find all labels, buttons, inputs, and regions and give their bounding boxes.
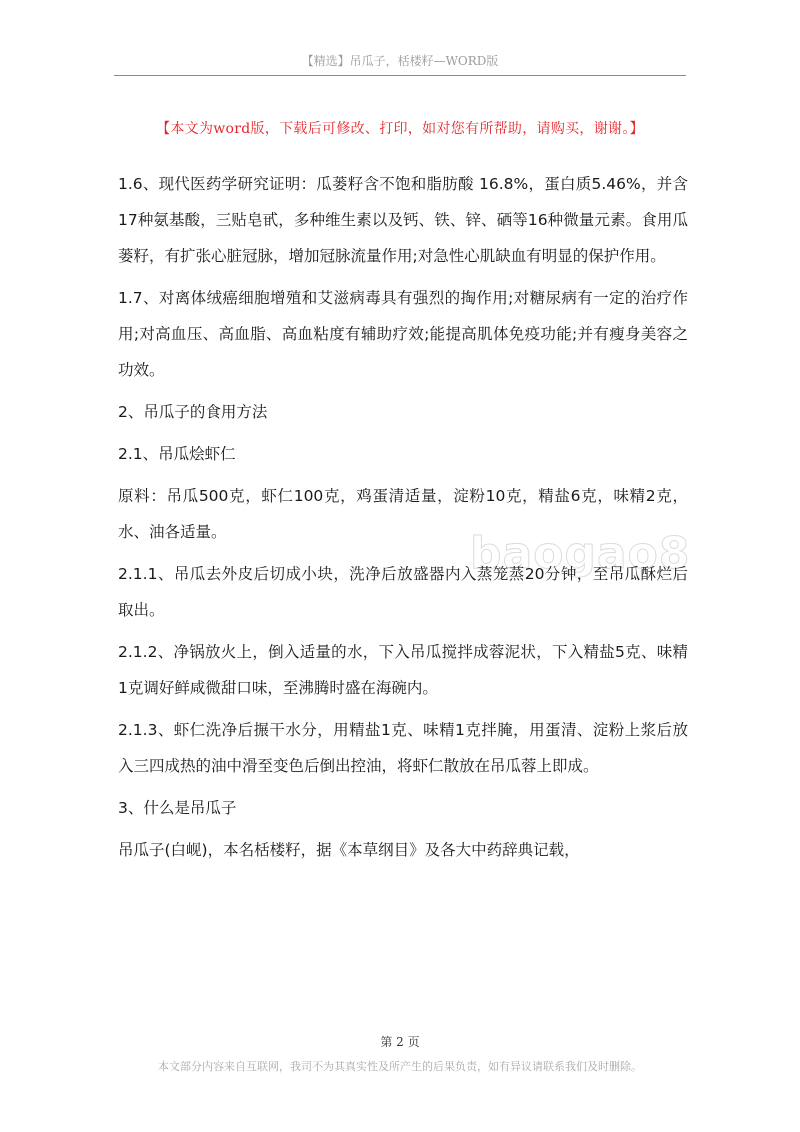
step-2-1-1: 2.1.1、吊瓜去外皮后切成小块，洗净后放盛器内入蒸笼蒸20分钟，至吊瓜酥烂后取出。 xyxy=(118,565,688,619)
step-2-1-3: 2.1.3、虾仁洗净后搌干水分，用精盐1克、味精1克拌腌，用蛋清、淀粉上浆后放入三四成热的油中滑至变色后倒出控油，将虾仁散放在吊瓜蓉上即成。 xyxy=(118,721,688,775)
watermark: baogao8 xyxy=(470,528,691,579)
download-notice: 【本文为word版，下载后可修改、打印，如对您有所帮助，请购买，谢谢。】 xyxy=(156,121,644,137)
ingredients-paragraph: 原料：吊瓜500克，虾仁100克，鸡蛋清适量，淀粉10克，精盐6克，味精2克，水、油各适量。 xyxy=(118,487,688,541)
paragraph-1-7: 1.7、对离体绒癌细胞增殖和艾滋病毒具有强烈的掏作用;对糖尿病有一定的治疗作用;对高血压、高血脂、高血粘度有辅助疗效;能提高肌体免疫功能;并有瘦身美容之功效。 xyxy=(118,289,688,379)
document-body xyxy=(118,166,691,874)
subsection-heading-2-1: 2.1、吊瓜烩虾仁 xyxy=(118,445,236,463)
paragraph-definition: 吊瓜子(白岘)，本名栝楼籽，据《本草纲目》及各大中药辞典记载， xyxy=(118,841,580,859)
page-number: 第 2 页 xyxy=(380,1035,420,1049)
page-header: 【精选】吊瓜子，栝楼籽—WORD版 xyxy=(301,54,499,68)
section-heading-2: 2、吊瓜子的食用方法 xyxy=(118,403,268,421)
footer-disclaimer: 本文部分内容来自互联网，我司不为其真实性及所产生的后果负责，如有异议请联系我们及时删除。 xyxy=(158,1060,642,1073)
paragraph-1-6: 1.6、现代医药学研究证明：瓜蒌籽含不饱和脂肪酸 16.8%，蛋白质5.46%，并含17种氨基酸，三贴皂甙，多种维生素以及钙、铁、锌、硒等16种微量元素。食用瓜蒌籽，有扩张心脏冠脉，增加冠脉流量作用;对急性心肌缺血有明显的保护作用。 xyxy=(118,175,688,265)
step-2-1-2: 2.1.2、净锅放火上，倒入适量的水，下入吊瓜搅拌成蓉泥状，下入精盐5克、味精1克调好鲜咸微甜口味，至沸腾时盛在海碗内。 xyxy=(118,643,688,697)
section-heading-3: 3、什么是吊瓜子 xyxy=(118,799,237,817)
header-divider xyxy=(114,75,686,76)
